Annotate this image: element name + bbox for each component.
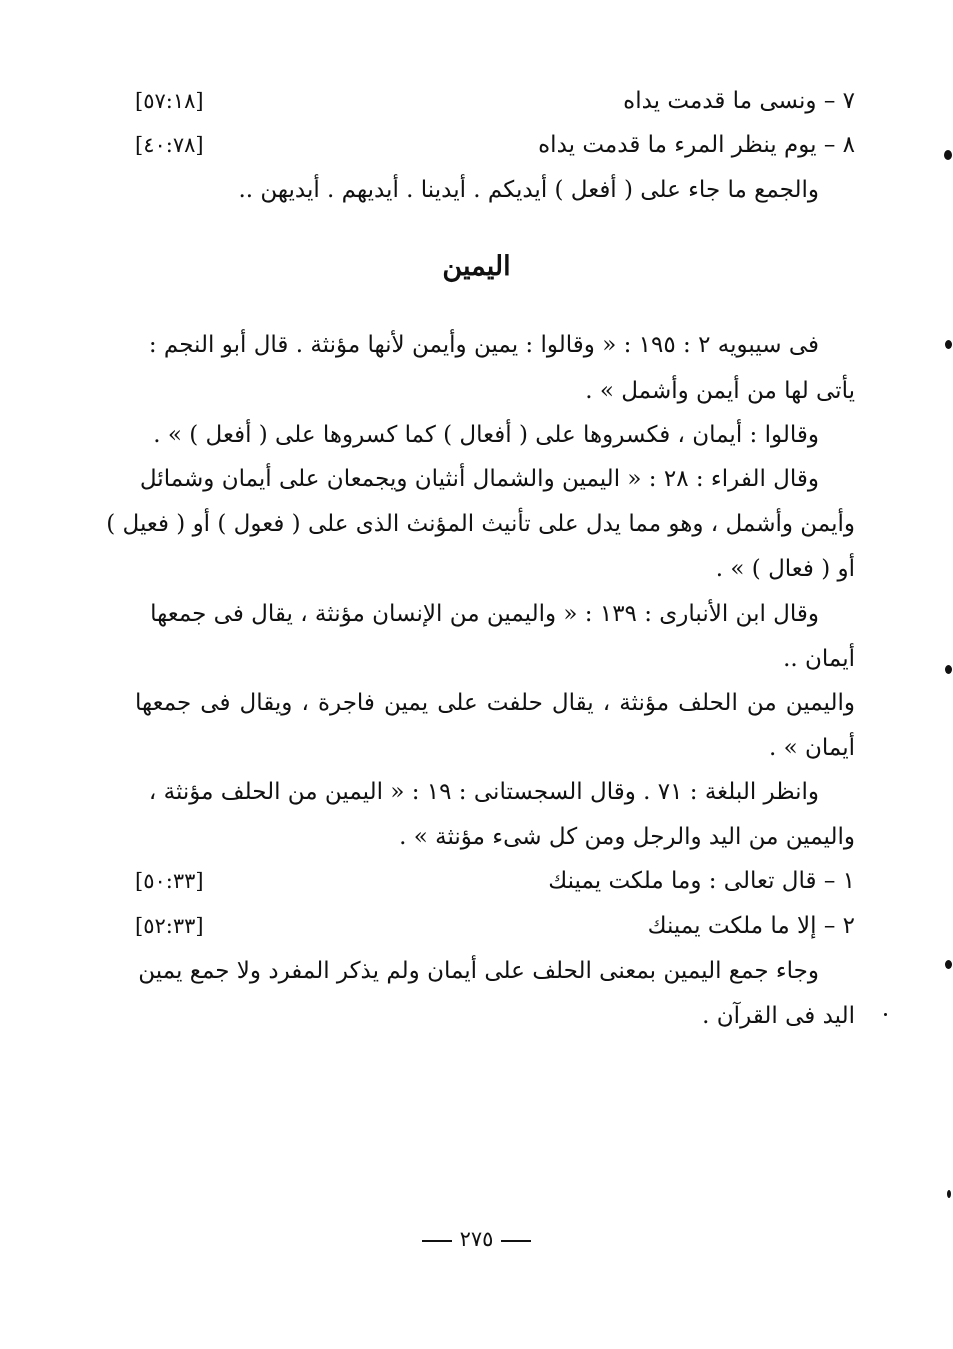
body-line: وأيمن وأشمل ، وهو مما يدل على تأنيث المؤنث الذى على ( فعول ) أو ( فعيل )	[106, 511, 855, 537]
body-line: أيمان ..	[783, 646, 855, 672]
scan-speck	[945, 960, 952, 969]
body-line: أيمان » .	[769, 735, 855, 761]
verse-reference: [٤٠:٧٨]	[135, 133, 204, 157]
verse-line	[135, 911, 855, 941]
body-line: واليمين من اليد والرجل ومن كل شىء مؤنثة » .	[399, 824, 855, 850]
plural-note: والجمع ما جاء على ( أفعل ) أيديكم . أيدينا . أيديهم . أيديهن ..	[238, 177, 819, 203]
page-number	[0, 1226, 953, 1252]
scan-speck	[945, 340, 952, 349]
body-line: يأتى لها من أيمن وأشمل » .	[585, 378, 855, 404]
scan-speck	[884, 1013, 887, 1016]
closing-line: وجاء جمع اليمين بمعنى الحلف على أيمان ولم يذكر المفرد ولا جمع يمين	[138, 958, 819, 984]
verse-line	[135, 86, 855, 116]
verse-reference: [٥٠:٣٣]	[135, 869, 204, 893]
scan-speck	[944, 150, 952, 160]
page-number-text: ٢٧٥	[459, 1227, 494, 1251]
scan-speck	[945, 665, 952, 674]
body-line: وانظر البلغة : ٧١ . وقال السجستانى : ١٩ : « اليمين من الحلف مؤنثة ،	[148, 779, 819, 805]
verse-line	[135, 130, 855, 160]
closing-line: اليد فى القرآن .	[702, 1003, 855, 1029]
verse-text: ٧ – ونسى ما قدمت يداه	[623, 88, 855, 114]
page-number-dash	[501, 1240, 531, 1242]
page-number-dash	[422, 1240, 452, 1242]
verse-reference: [٥٧:١٨]	[135, 89, 204, 113]
body-line: وقال الفراء : ٢٨ : « اليمين والشمال أنثيان ويجمعان على أيمان وشمائل	[139, 466, 819, 492]
body-line: واليمين من الحلف مؤنثة ، يقال حلفت على يمين فاجرة ، ويقال فى جمعها	[135, 690, 855, 716]
verse-text: ٨ – يوم ينظر المرء ما قدمت يداه	[538, 132, 855, 158]
verse-text: ٢ – إلا ما ملكت يمينك	[647, 913, 855, 939]
body-line: فى سيبويه ٢ : ١٩٥ : « وقالوا : يمين وأيمن لأنها مؤنثة . قال أبو النجم :	[148, 332, 819, 358]
body-line: وقال ابن الأنبارى : ١٣٩ : « واليمين من الإنسان مؤنثة ، يقال فى جمعها	[150, 601, 819, 627]
scan-speck	[947, 1190, 951, 1198]
section-title: اليمين	[442, 251, 511, 282]
body-line: أو ( فعال ) » .	[715, 556, 855, 582]
verse-text: ١ – قال تعالى : وما ملكت يمينك	[548, 868, 855, 894]
verse-line	[135, 866, 855, 896]
verse-reference: [٥٢:٣٣]	[135, 914, 204, 938]
body-line: وقالوا : أيمان ، فكسروها على ( أفعال ) كما كسروها على ( أفعل ) » .	[153, 422, 819, 448]
